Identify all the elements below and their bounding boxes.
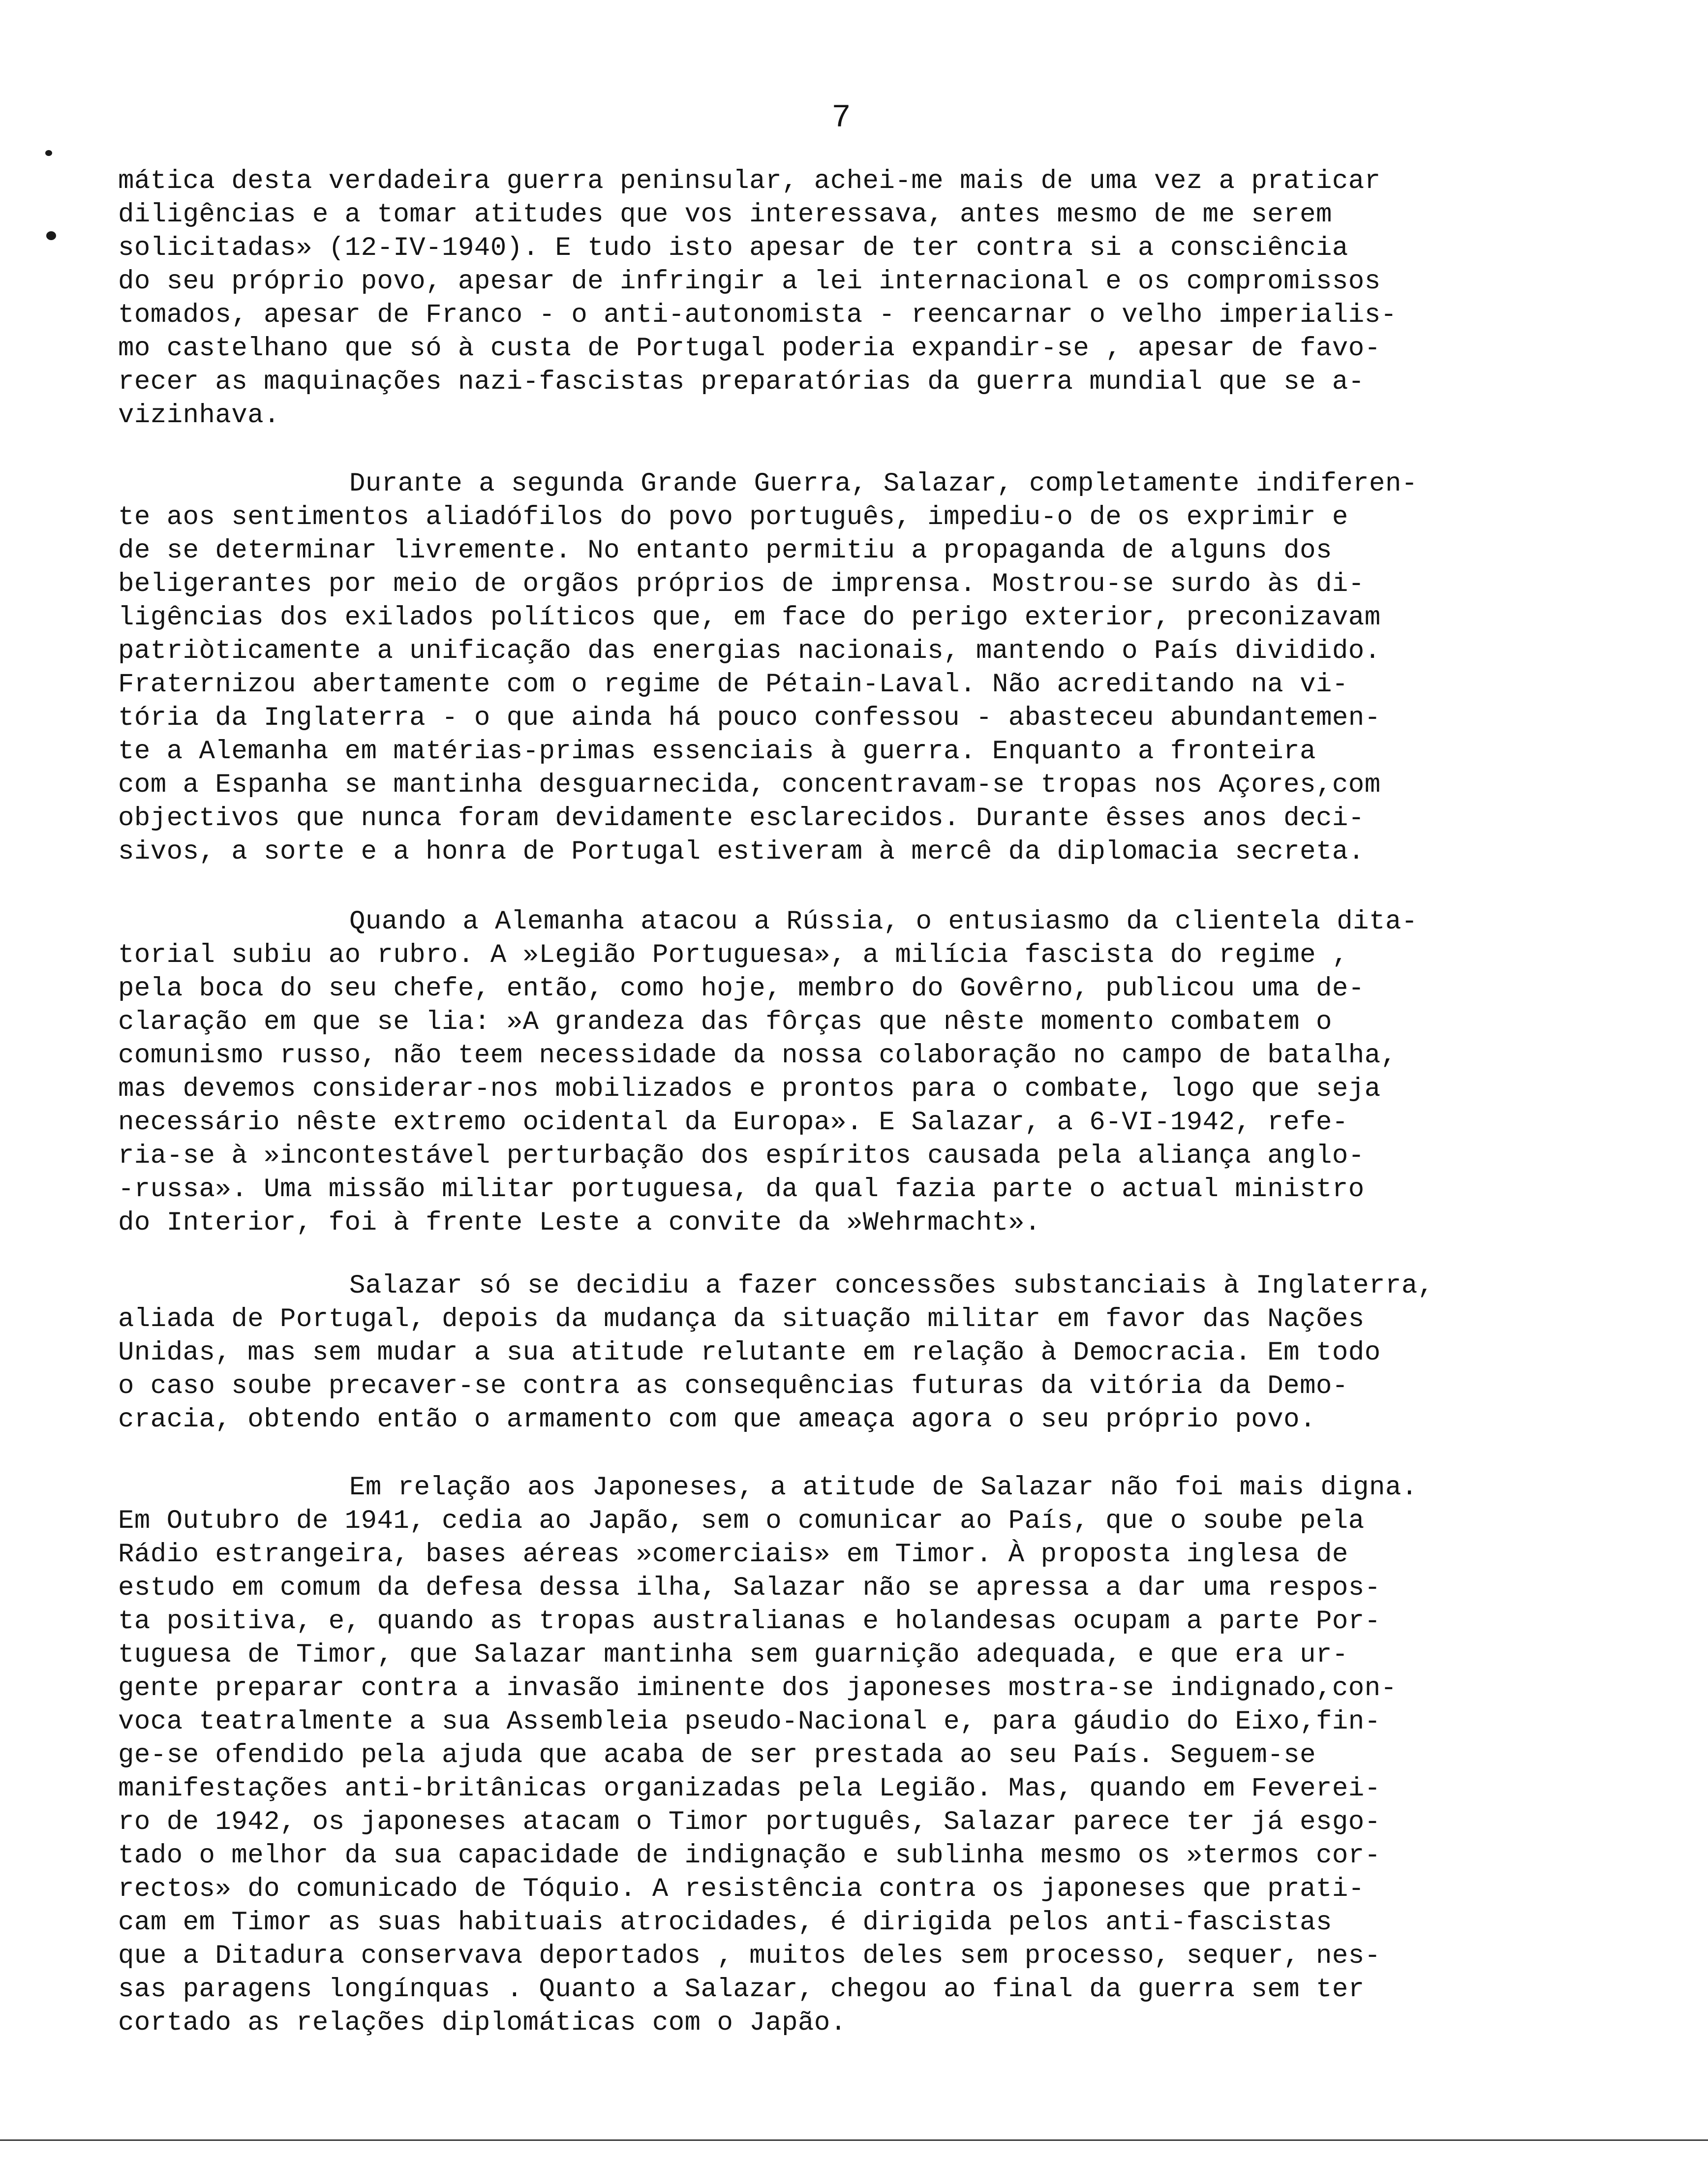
text-line: Durante a segunda Grande Guerra, Salazar, completamente indiferen- bbox=[349, 469, 1418, 499]
text-line: voca teatralmente a sua Assembleia pseudo-Nacional e, para gáudio do Eixo,fin- bbox=[118, 1707, 1381, 1737]
text-line: ge-se ofendido pela ajuda que acaba de ser prestada ao seu País. Seguem-se bbox=[118, 1740, 1316, 1770]
text-line: o caso soube precaver-se contra as consequências futuras da vitória da Demo- bbox=[118, 1371, 1348, 1401]
text-line: Unidas, mas sem mudar a sua atitude relutante em relação à Democracia. Em todo bbox=[118, 1338, 1381, 1368]
text-line: objectivos que nunca foram devidamente esclarecidos. Durante êsses anos deci- bbox=[118, 804, 1365, 834]
text-line: Em relação aos Japoneses, a atitude de Salazar não foi mais digna. bbox=[349, 1473, 1418, 1503]
text-line: recer as maquinações nazi-fascistas preparatórias da guerra mundial que se a- bbox=[118, 367, 1365, 397]
text-line: cortado as relações diplomáticas com o Japão. bbox=[118, 2008, 847, 2038]
text-line: necessário nêste extremo ocidental da Europa». E Salazar, a 6-VI-1942, refe- bbox=[118, 1108, 1348, 1138]
paragraph-2 bbox=[118, 467, 1643, 869]
paragraph-5 bbox=[118, 1471, 1643, 2040]
text-line: beligerantes por meio de orgãos próprios de imprensa. Mostrou-se surdo às di- bbox=[118, 569, 1365, 599]
text-line: tória da Inglaterra - o que ainda há pouco confessou - abasteceu abundantemen- bbox=[118, 703, 1381, 733]
text-line: pela boca do seu chefe, então, como hoje, membro do Govêrno, publicou uma de- bbox=[118, 974, 1365, 1004]
paragraph-1 bbox=[118, 165, 1643, 433]
text-line: Salazar só se decidiu a fazer concessões substanciais à Inglaterra, bbox=[349, 1271, 1434, 1301]
text-line: Em Outubro de 1941, cedia ao Japão, sem o comunicar ao País, que o soube pela bbox=[118, 1506, 1365, 1536]
text-line: te aos sentimentos aliadófilos do povo português, impediu-o de os exprimir e bbox=[118, 502, 1348, 532]
text-line: ria-se à »incontestável perturbação dos espíritos causada pela aliança anglo- bbox=[118, 1141, 1365, 1171]
text-line: torial subiu ao rubro. A »Legião Portuguesa», a milícia fascista do regime , bbox=[118, 940, 1348, 970]
text-line: mo castelhano que só à custa de Portugal poderia expandir-se , apesar de favo- bbox=[118, 334, 1381, 364]
paragraph-3 bbox=[118, 905, 1643, 1240]
text-line: mática desta verdadeira guerra peninsular, achei-me mais de uma vez a praticar bbox=[118, 166, 1381, 196]
text-line: tuguesa de Timor, que Salazar mantinha sem guarnição adequada, e que era ur- bbox=[118, 1640, 1348, 1670]
text-line: Fraternizou abertamente com o regime de Pétain-Laval. Não acreditando na vi- bbox=[118, 670, 1348, 700]
text-line: rectos» do comunicado de Tóquio. A resistência contra os japoneses que prati- bbox=[118, 1874, 1365, 1904]
text-line: do seu próprio povo, apesar de infringir a lei internacional e os compromissos bbox=[118, 267, 1381, 297]
ink-speck bbox=[45, 150, 52, 156]
text-line: aliada de Portugal, depois da mudança da situação militar em favor das Nações bbox=[118, 1304, 1365, 1334]
text-line: Rádio estrangeira, bases aéreas »comerciais» em Timor. À proposta inglesa de bbox=[118, 1540, 1348, 1570]
page-bottom-edge bbox=[0, 2139, 1708, 2141]
ink-speck bbox=[46, 231, 56, 240]
text-line: com a Espanha se mantinha desguarnecida, concentravam-se tropas nos Açores,com bbox=[118, 770, 1381, 800]
text-line: ta positiva, e, quando as tropas australianas e holandesas ocupam a parte Por- bbox=[118, 1607, 1381, 1637]
text-line: -russa». Uma missão militar portuguesa, da qual fazia parte o actual ministro bbox=[118, 1175, 1365, 1205]
text-line: sivos, a sorte e a honra de Portugal estiveram à mercê da diplomacia secreta. bbox=[118, 837, 1365, 867]
text-line: do Interior, foi à frente Leste a convite da »Wehrmacht». bbox=[118, 1208, 1041, 1238]
page-number: 7 bbox=[831, 99, 851, 136]
text-line: tomados, apesar de Franco - o anti-autonomista - reencarnar o velho imperialis- bbox=[118, 300, 1397, 330]
text-line: que a Ditadura conservava deportados , muitos deles sem processo, sequer, nes- bbox=[118, 1941, 1381, 1971]
text-line: Quando a Alemanha atacou a Rússia, o entusiasmo da clientela dita- bbox=[349, 907, 1418, 937]
text-line: manifestações anti-britânicas organizadas pela Legião. Mas, quando em Feverei- bbox=[118, 1774, 1381, 1804]
text-line: diligências e a tomar atitudes que vos interessava, antes mesmo de me serem bbox=[118, 200, 1332, 230]
text-line: gente preparar contra a invasão iminente dos japoneses mostra-se indignado,con- bbox=[118, 1673, 1397, 1703]
paragraph-4 bbox=[118, 1269, 1643, 1437]
text-line: vizinhava. bbox=[118, 401, 280, 431]
text-line: patriòticamente a unificação das energias nacionais, mantendo o País dividido. bbox=[118, 636, 1381, 666]
text-line: solicitadas» (12-IV-1940). E tudo isto apesar de ter contra si a consciência bbox=[118, 233, 1348, 263]
text-line: sas paragens longínquas . Quanto a Salazar, chegou ao final da guerra sem ter bbox=[118, 1975, 1365, 2005]
text-line: te a Alemanha em matérias-primas essenciais à guerra. Enquanto a fronteira bbox=[118, 737, 1316, 767]
text-line: de se determinar livremente. No entanto permitiu a propaganda de alguns dos bbox=[118, 536, 1332, 566]
text-line: tado o melhor da sua capacidade de indignação e sublinha mesmo os »termos cor- bbox=[118, 1841, 1381, 1871]
text-line: comunismo russo, não teem necessidade da nossa colaboração no campo de batalha, bbox=[118, 1041, 1397, 1071]
text-line: ligências dos exilados políticos que, em face do perigo exterior, preconizavam bbox=[118, 603, 1381, 633]
text-line: cam em Timor as suas habituais atrocidades, é dirigida pelos anti-fascistas bbox=[118, 1908, 1332, 1938]
text-line: cracia, obtendo então o armamento com que ameaça agora o seu próprio povo. bbox=[118, 1405, 1316, 1435]
text-line: estudo em comum da defesa dessa ilha, Salazar não se apressa a dar uma respos- bbox=[118, 1573, 1381, 1603]
text-line: claração em que se lia: »A grandeza das fôrças que nêste momento combatem o bbox=[118, 1007, 1332, 1037]
text-line: mas devemos considerar-nos mobilizados e prontos para o combate, logo que seja bbox=[118, 1074, 1381, 1104]
text-line: ro de 1942, os japoneses atacam o Timor português, Salazar parece ter já esgo- bbox=[118, 1807, 1381, 1837]
